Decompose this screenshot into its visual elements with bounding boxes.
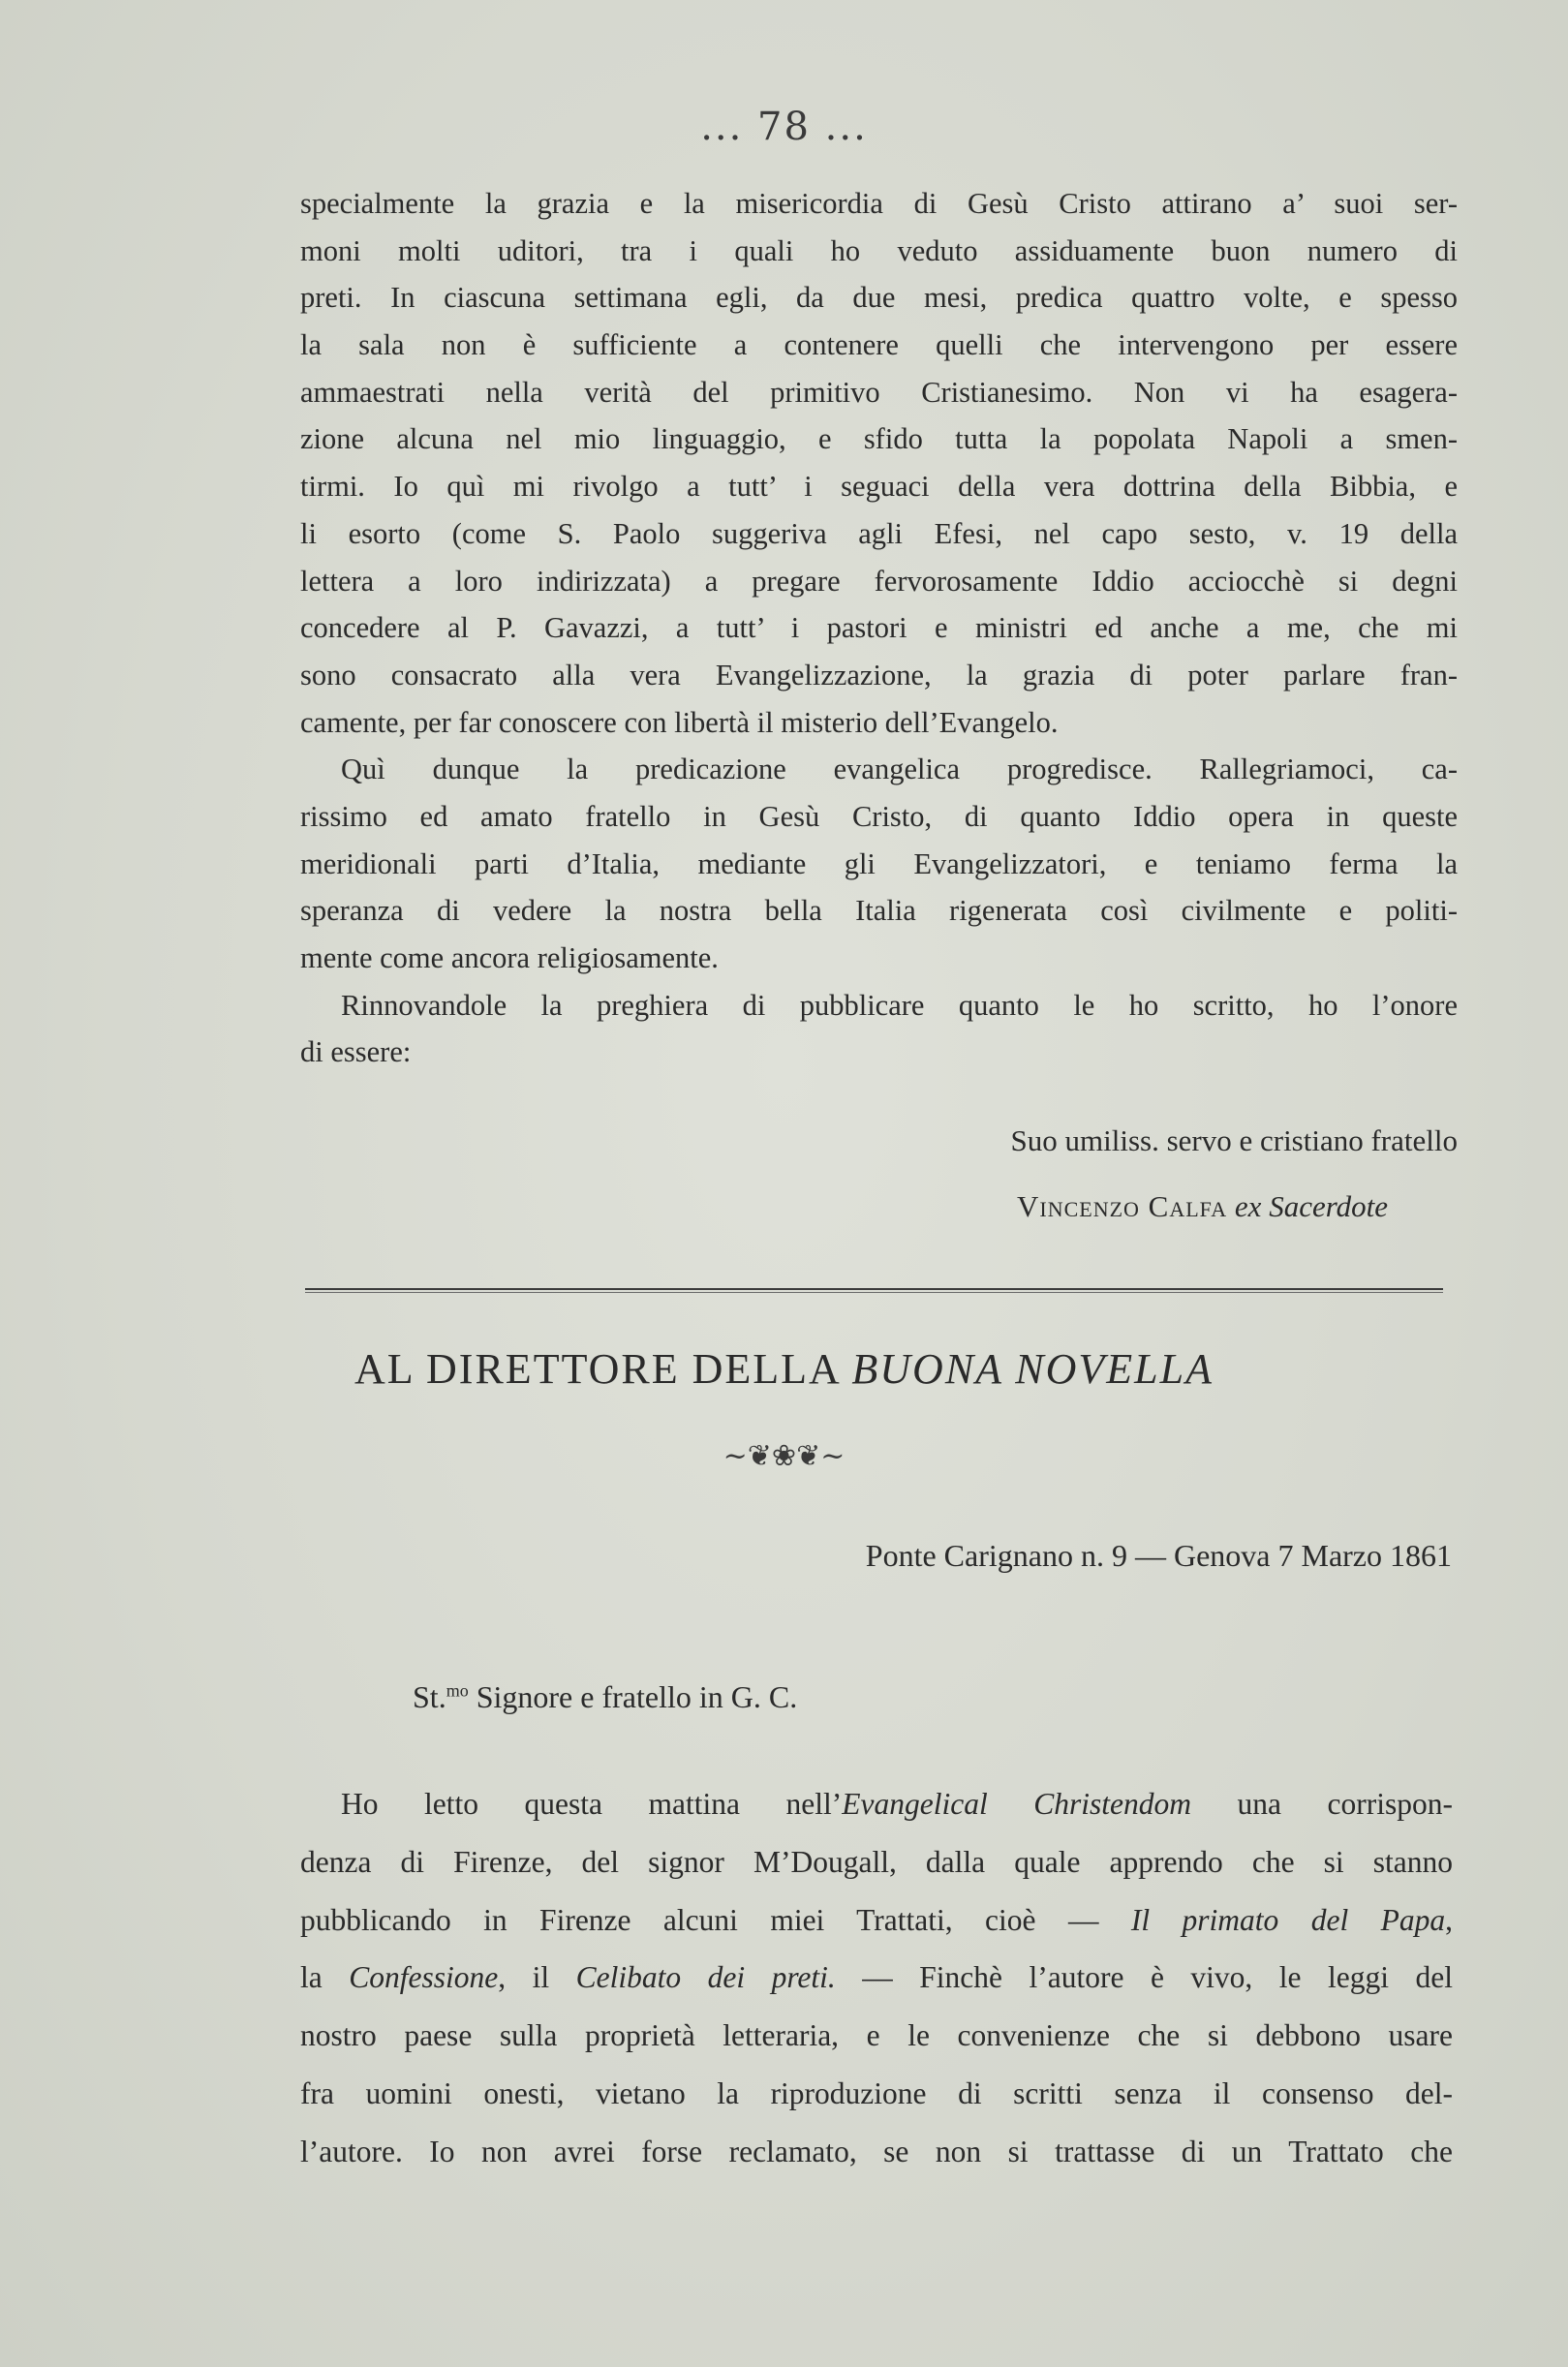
- section-heading: [0, 1344, 1568, 1394]
- text-line: concedere al P. Gavazzi, a tutt’ i pastori e ministri ed anche a me, che mi: [300, 611, 1458, 645]
- text-line: [300, 1775, 1453, 1833]
- text-run: , il: [498, 1960, 576, 1995]
- text-line: meridionali parti d’Italia, mediante gli Evangelizzatori, e teniamo ferma la: [300, 846, 1458, 880]
- text-run: Ho letto questa mattina nell’: [341, 1787, 843, 1821]
- heading-prefix: AL DIRETTORE DELLA: [354, 1345, 852, 1393]
- dateline: Ponte Carignano n. 9 — Genova 7 Marzo 1861: [865, 1538, 1452, 1573]
- text-run: la: [300, 1960, 350, 1995]
- ornament-icon: ~❦❀❦~: [723, 1439, 845, 1473]
- text-line: sono consacrato alla vera Evangelizzazione, la grazia di poter parlare fran-: [300, 658, 1458, 692]
- signature-title: ex Sacerdote: [1234, 1189, 1388, 1223]
- text-line: la sala non è sufficiente a contenere quelli che intervengono per essere: [300, 328, 1458, 362]
- signature-name: Vincenzo Calfa: [1017, 1189, 1228, 1223]
- section-divider: [305, 1288, 1443, 1290]
- text-line: camente, per far conoscere con libertà il misterio dell’Evangelo.: [300, 705, 1059, 739]
- text-line: li esorto (come S. Paolo suggeriva agli Efesi, nel capo sesto, v. 19 della: [300, 516, 1458, 550]
- letter1-body: [300, 180, 1458, 1076]
- text-line: preti. In ciascuna settimana egli, da due mesi, predica quattro volte, e spesso: [300, 281, 1458, 315]
- text-run-italic: Evangelical Christendom: [842, 1787, 1191, 1821]
- salutation-sup: mo: [446, 1680, 469, 1701]
- text-line: moni molti uditori, tra i quali ho veduto assiduamente buon numero di: [300, 233, 1458, 267]
- text-line: l’autore. Io non avrei forse reclamato, se non si trattasse di un Trattato che: [300, 2134, 1453, 2168]
- letter2-body: [300, 1775, 1453, 2181]
- text-run-italic: Confessione: [349, 1960, 499, 1995]
- text-line: [300, 1949, 1453, 2007]
- text-line: [300, 1891, 1453, 1950]
- heading-italic: BUONA NOVELLA: [851, 1345, 1214, 1393]
- salutation-prefix: St.: [413, 1679, 446, 1714]
- text-line: lettera a loro indirizzata) a pregare fervorosamente Iddio acciocchè si degni: [300, 564, 1458, 598]
- text-line: di essere:: [300, 1035, 412, 1069]
- page-number: ... 78 ...: [700, 105, 868, 149]
- text-line: mente come ancora religiosamente.: [300, 941, 719, 974]
- text-line: Rinnovandole la preghiera di pubblicare quanto le ho scritto, ho l’onore: [341, 988, 1458, 1022]
- section-divider-thin: [305, 1292, 1443, 1293]
- salutation-rest: Signore e fratello in G. C.: [468, 1679, 798, 1714]
- text-line: fra uomini onesti, vietano la riproduzione di scritti senza il consenso del-: [300, 2075, 1453, 2110]
- text-run: una corrispon-: [1191, 1787, 1453, 1821]
- text-line: tirmi. Io quì mi rivolgo a tutt’ i seguaci della vera dottrina della Bibbia, e: [300, 470, 1458, 504]
- text-run-italic: Celibato dei preti.: [575, 1960, 836, 1995]
- text-run: pubblicando in Firenze alcuni miei Trattati, cioè —: [300, 1902, 1131, 1937]
- closing-formula: Suo umiliss. servo e cristiano fratello: [1010, 1123, 1458, 1157]
- text-line: Quì dunque la predicazione evangelica progredisce. Rallegriamoci, ca-: [341, 753, 1458, 786]
- signature: [710, 1189, 1388, 1224]
- text-run-italic: Il primato del Papa: [1130, 1902, 1446, 1937]
- text-run: ,: [1445, 1902, 1453, 1937]
- text-line: specialmente la grazia e la misericordia di Gesù Cristo attirano a’ suoi ser-: [300, 187, 1458, 220]
- salutation: [413, 1679, 797, 1715]
- text-line: nostro paese sulla proprietà letteraria, e le convenienze che si debbono usare: [300, 2018, 1453, 2053]
- text-line: zione alcuna nel mio linguaggio, e sfido tutta la popolata Napoli a smen-: [300, 422, 1458, 456]
- text-line: ammaestrati nella verità del primitivo Cristianesimo. Non vi ha esagera-: [300, 375, 1458, 409]
- text-run: — Finchè l’autore è vivo, le leggi del: [835, 1960, 1453, 1995]
- text-line: denza di Firenze, del signor M’Dougall, dalla quale apprendo che si stanno: [300, 1844, 1453, 1879]
- text-line: rissimo ed amato fratello in Gesù Cristo, di quanto Iddio opera in queste: [300, 799, 1458, 833]
- text-line: speranza di vedere la nostra bella Italia rigenerata così civilmente e politi-: [300, 894, 1458, 928]
